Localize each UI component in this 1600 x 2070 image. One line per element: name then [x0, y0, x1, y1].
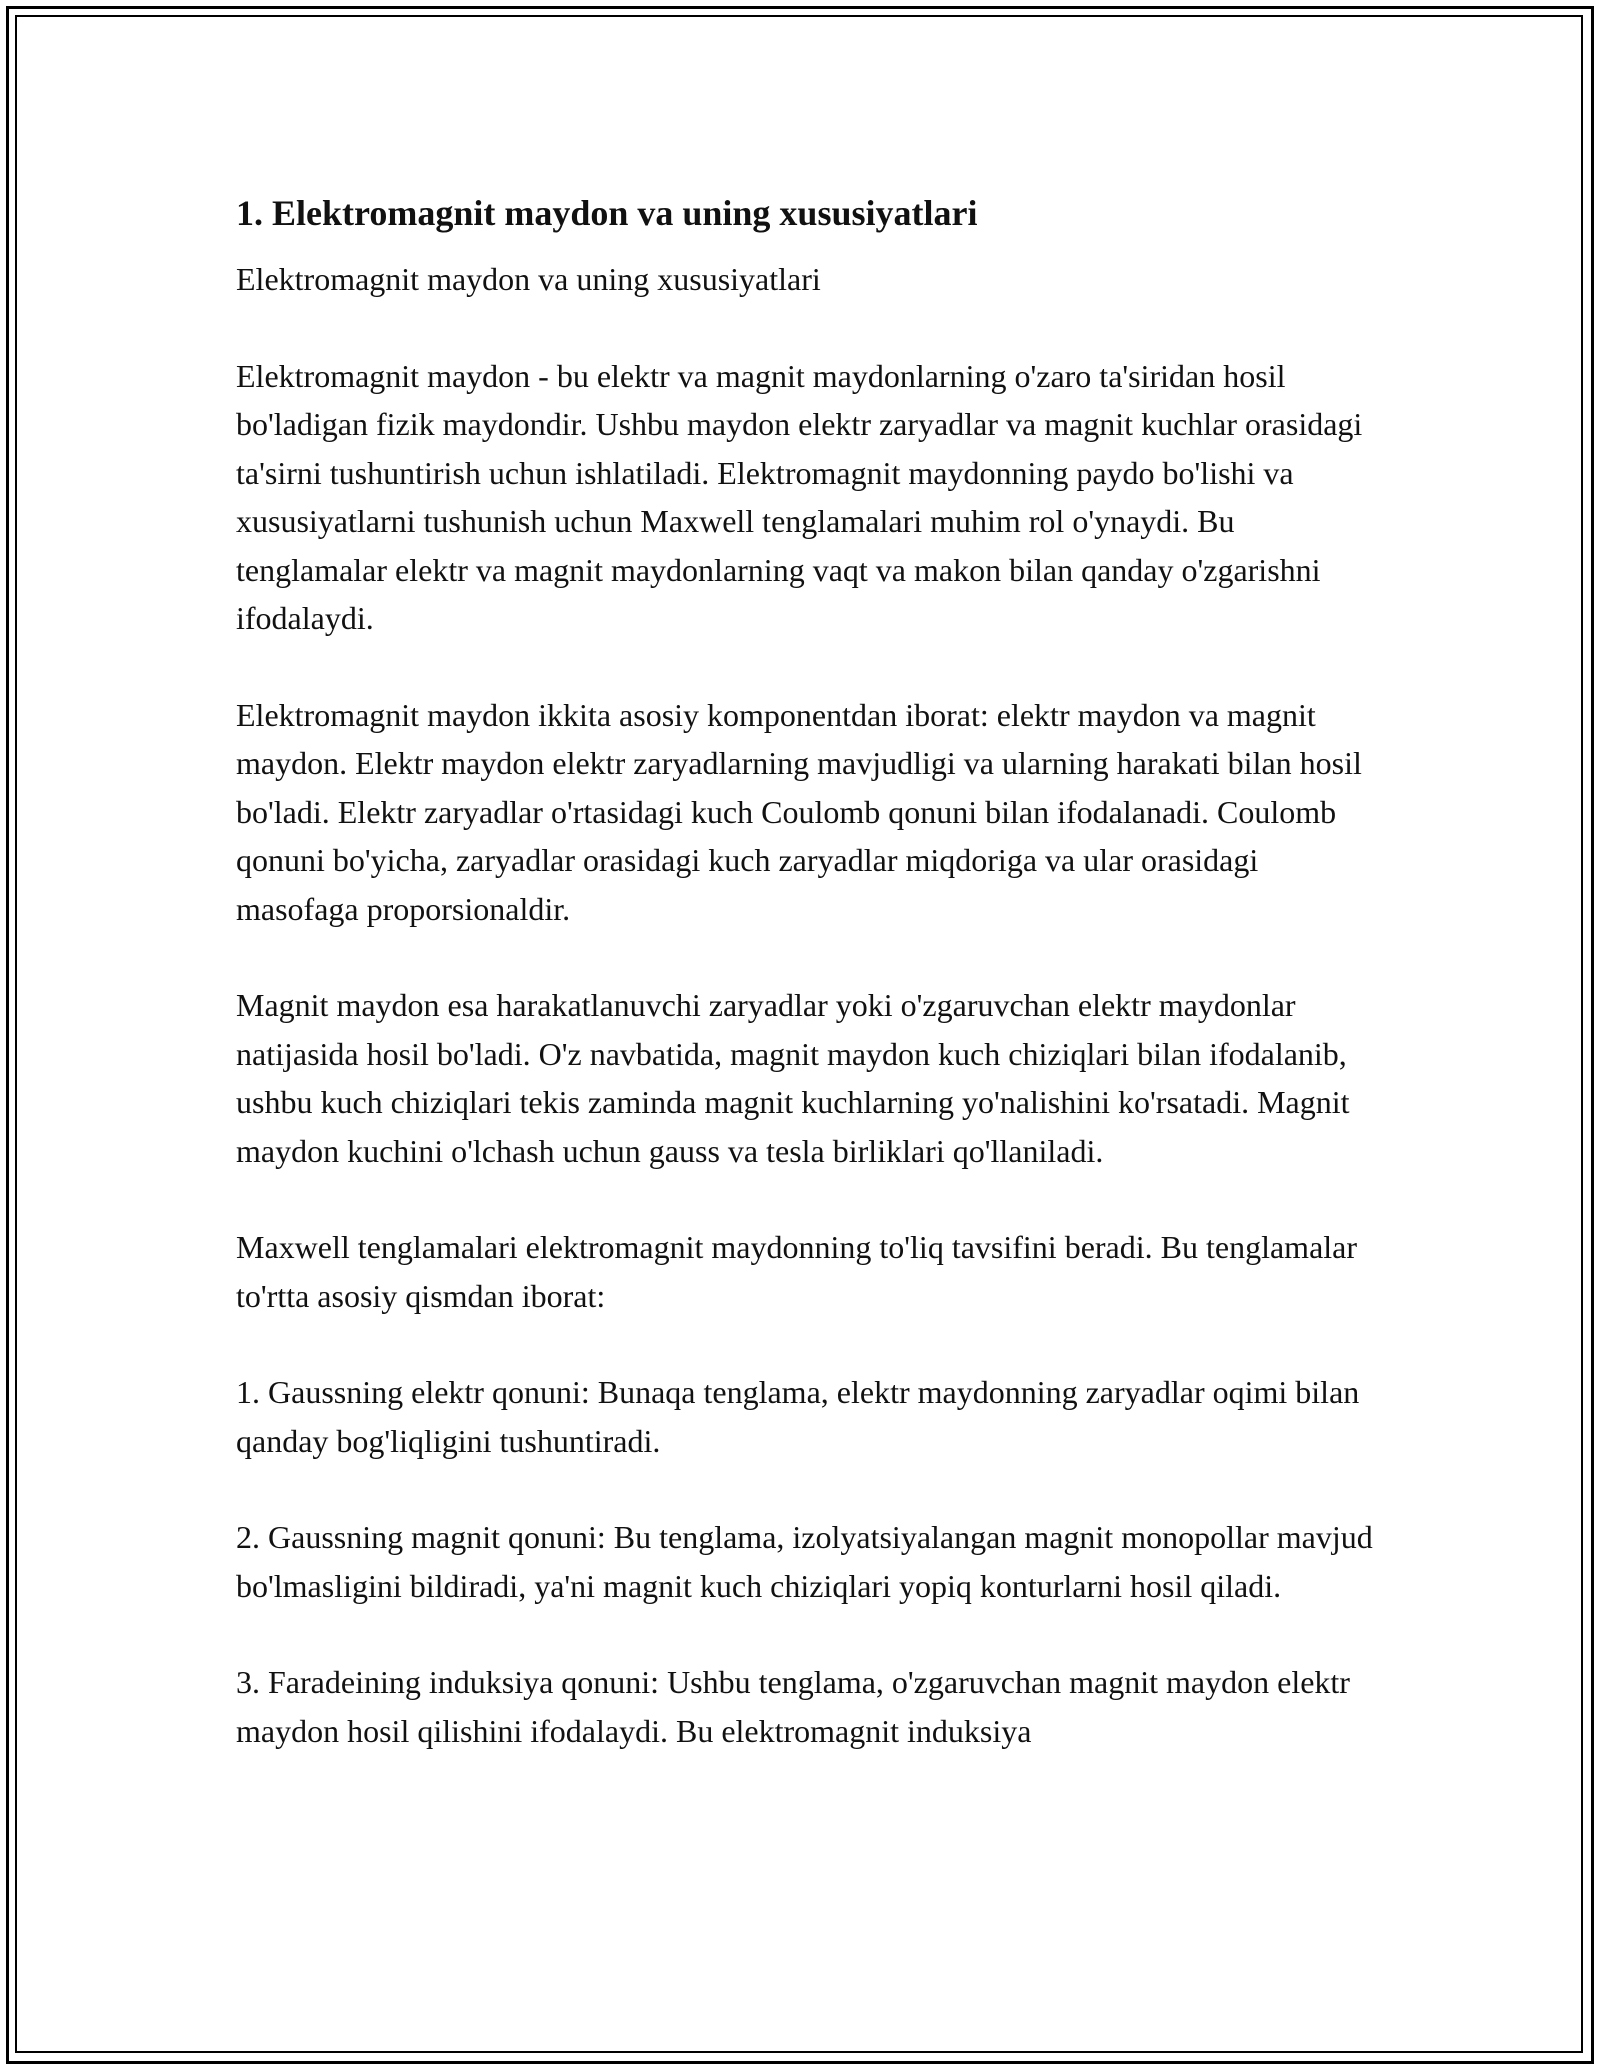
list-item-faraday-induction: 3. Faradeining induksiya qonuni: Ushbu tenglama, o'zgaruvchan magnit maydon elektr maydon hosil qilishini ifodalaydi. Bu elektromagnit induksiya	[236, 1664, 1350, 1749]
paragraph-maxwell-intro: Maxwell tenglamalari elektromagnit maydonning to'liq tavsifini beradi. Bu tenglamalar to'rtta asosiy qismdan iborat:	[236, 1229, 1358, 1314]
document-body	[236, 187, 1386, 1803]
document-heading: 1. Elektromagnit maydon va uning xususiyatlari	[236, 193, 978, 233]
list-item-gauss-electric: 1. Gaussning elektr qonuni: Bunaqa tenglama, elektr maydonning zaryadlar oqimi bilan qanday bog'liqligini tushuntiradi.	[236, 1374, 1360, 1459]
list-item-gauss-magnetic: 2. Gaussning magnit qonuni: Bu tenglama, izolyatsiyalangan magnit monopollar mavjud bo'lmasligini bildiradi, ya'ni magnit kuch chiziqlari yopiq konturlarni hosil qiladi.	[236, 1519, 1373, 1604]
document-subtitle: Elektromagnit maydon va uning xususiyatlari	[236, 261, 821, 297]
paragraph-intro: Elektromagnit maydon - bu elektr va magnit maydonlarning o'zaro ta'siridan hosil bo'ladigan fizik maydondir. Ushbu maydon elektr zaryadlar va magnit kuchlar orasidagi ta'sirni tushuntirish uchun ishlatiladi. Elektromagnit maydonning paydo bo'lishi va xususiyatlarni tushunish uchun Maxwell tenglamalari muhim rol o'ynaydi. Bu tenglamalar elektr va magnit maydonlarning vaqt va makon bilan qanday o'zgarishni ifodalaydi.	[236, 357, 1363, 636]
paragraph-magnetic-field: Magnit maydon esa harakatlanuvchi zaryadlar yoki o'zgaruvchan elektr maydonlar natijasida hosil bo'ladi. O'z navbatida, magnit maydon kuch chiziqlari bilan ifodalanib, ushbu kuch chiziqlari tekis zaminda magnit kuchlarning yo'nalishini ko'rsatadi. Magnit maydon kuchini o'lchash uchun gauss va tesla birliklari qo'llaniladi.	[236, 987, 1350, 1169]
paragraph-components: Elektromagnit maydon ikkita asosiy komponentdan iborat: elektr maydon va magnit maydon. Elektr maydon elektr zaryadlarning mavjudligi va ularning harakati bilan hosil bo'ladi. Elektr zaryadlar o'rtasidagi kuch Coulomb qonuni bilan ifodalanadi. Coulomb qonuni bo'yicha, zaryadlar orasidagi kuch zaryadlar miqdoriga va ular orasidagi masofaga proporsionaldir.	[236, 696, 1362, 927]
